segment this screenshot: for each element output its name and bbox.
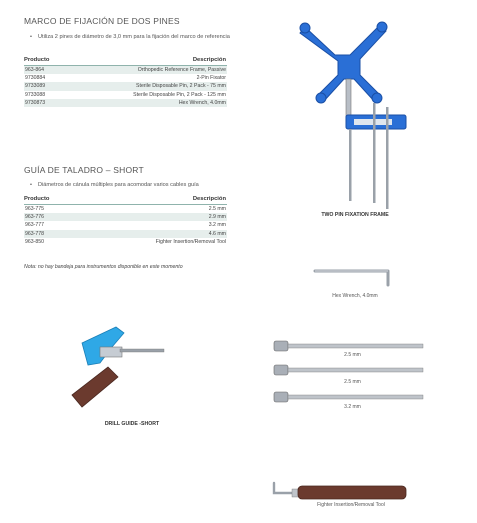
section2-title: GUÍA DE TALADRO – SHORT <box>24 165 144 175</box>
table-header <box>24 57 227 66</box>
table-row <box>24 74 227 82</box>
section2-bullet: • Diámetros de cánula múltiples para acomodar varios cables guía <box>38 181 243 189</box>
table-header <box>24 196 227 205</box>
section1-table <box>24 57 227 107</box>
table-row <box>24 238 227 246</box>
two-pin-fixation-frame-image <box>280 15 430 215</box>
table-row <box>24 99 227 107</box>
row-description: 3.2 mm <box>208 222 226 229</box>
hex-wrench-image <box>310 255 400 295</box>
row-code: 963-775 <box>25 206 45 212</box>
table-row <box>24 82 227 90</box>
row-code: 9730884 <box>25 75 46 82</box>
row-description: 2.5 mm <box>208 206 226 212</box>
header-description: Descripción <box>192 196 226 202</box>
section2-table <box>24 196 227 246</box>
row-code: 9730873 <box>25 99 46 106</box>
row-description: Orthopedic Reference Frame, Passive <box>137 67 226 73</box>
fighter-tool-caption: Fighter Insertion/Removal Tool <box>317 502 385 508</box>
section1-bullet: • Utiliza 2 pines de diámetro de 3,0 mm para la fijación del marco de referencia <box>38 33 238 41</box>
table-row <box>24 221 227 229</box>
row-description: Sterile Disposable Pin, 2 Pack - 125 mm <box>133 91 226 98</box>
cannula-3-caption: 3.2 mm <box>344 404 361 410</box>
fighter-tool-image <box>268 465 418 505</box>
cannula-1-caption: 2.5 mm <box>344 352 361 358</box>
row-code: 963-850 <box>25 238 45 245</box>
header-product: Producto <box>24 57 50 63</box>
row-code: 963-778 <box>25 230 45 237</box>
table-row <box>24 205 227 213</box>
row-description: 4.6 mm <box>208 230 226 237</box>
row-description: 2.9 mm <box>208 214 226 221</box>
drill-guide-image <box>60 325 170 420</box>
table-row <box>24 66 227 74</box>
drill-guide-caption: DRILL GUIDE -SHORT <box>104 421 160 427</box>
row-code: 963-777 <box>25 222 45 229</box>
row-description: 2-Pin Fixator <box>196 75 226 82</box>
row-code: 963-864 <box>25 67 45 73</box>
cannula-3 <box>274 392 423 402</box>
frame-caption: TWO PIN FIXATION FRAME <box>321 212 389 218</box>
cannula-2-caption: 2.5 mm <box>344 379 361 385</box>
section2-note: Nota: no hay bandeja para instrumentos disponible en este momento <box>24 264 183 270</box>
header-product: Producto <box>24 196 50 202</box>
hex-wrench-caption: Hex Wrench, 4.0mm <box>332 293 378 299</box>
row-description: Fighter Insertion/Removal Tool <box>155 238 226 245</box>
row-description: Hex Wrench, 4.0mm <box>178 99 226 106</box>
header-description: Descripción <box>192 57 226 63</box>
cannula-1 <box>274 341 423 351</box>
cannula-2 <box>274 365 423 375</box>
table-row <box>24 91 227 99</box>
row-code: 9733088 <box>25 91 46 98</box>
row-description: Sterile Disposable Pin, 2 Pack - 75 mm <box>136 83 226 90</box>
section1-title: MARCO DE FIJACIÓN DE DOS PINES <box>24 16 180 26</box>
table-row <box>24 213 227 221</box>
cannulas-image <box>270 338 430 413</box>
row-code: 963-776 <box>25 214 45 221</box>
table-row <box>24 230 227 238</box>
row-code: 9733089 <box>25 83 46 90</box>
